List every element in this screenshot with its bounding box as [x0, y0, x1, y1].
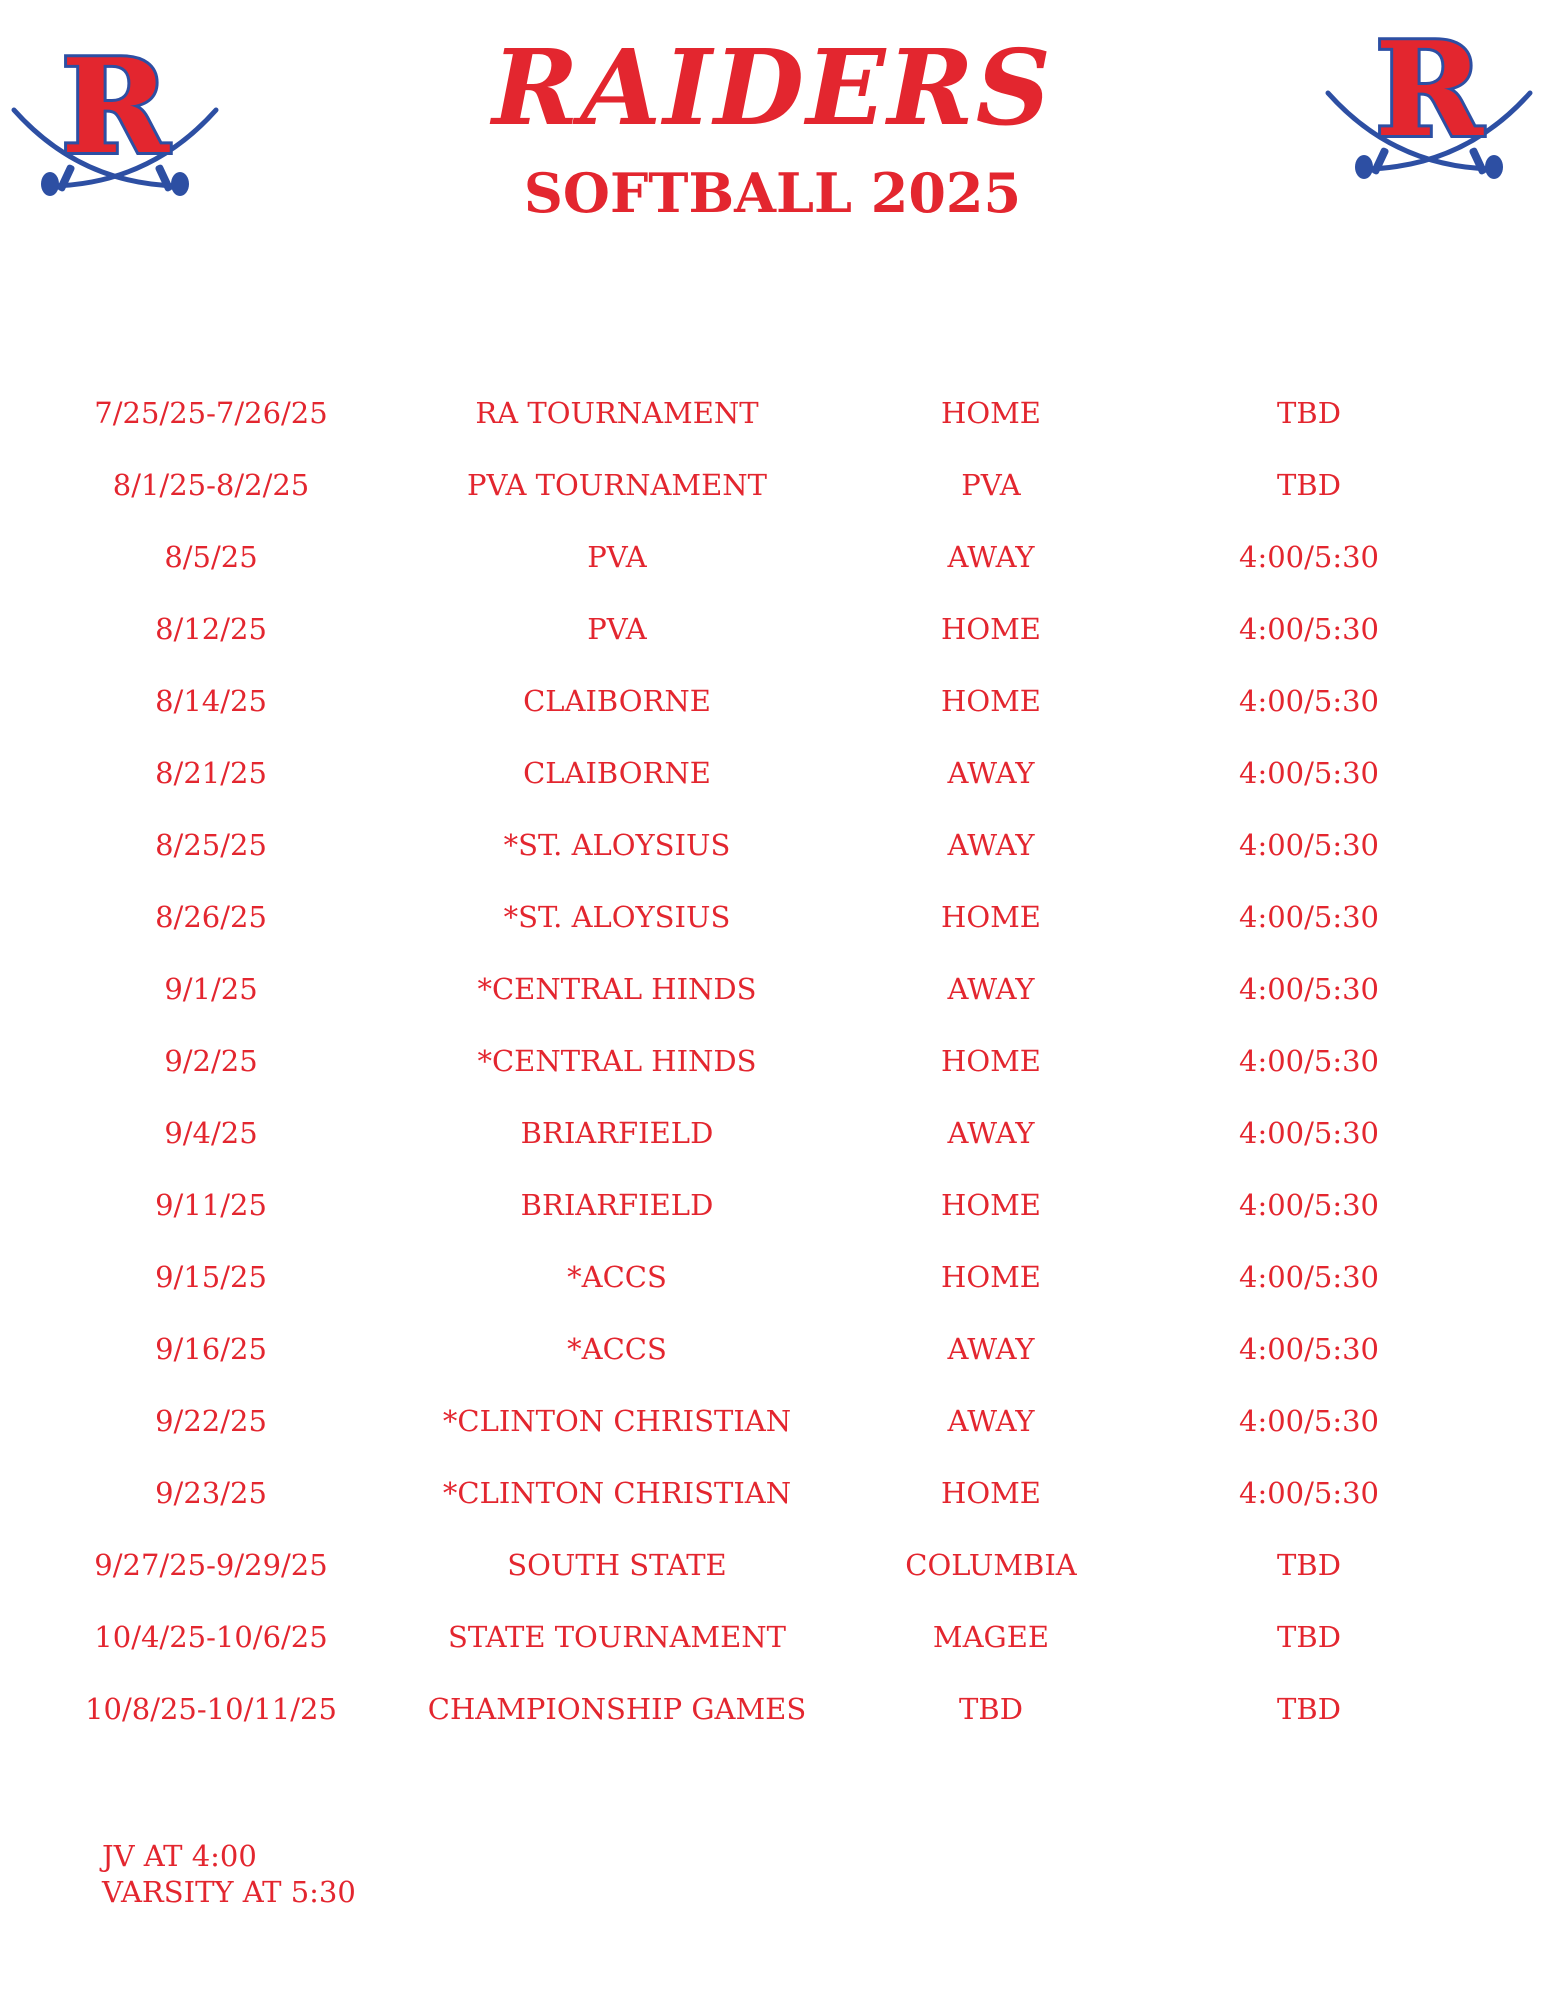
game-date: 9/2/25 — [164, 1044, 258, 1078]
game-date: 8/5/25 — [164, 540, 258, 574]
game-location: AWAY — [947, 1404, 1035, 1438]
game-date: 7/25/25-7/26/25 — [94, 396, 328, 430]
varsity-time-note: VARSITY AT 5:30 — [102, 1875, 356, 1909]
game-location: HOME — [941, 900, 1041, 934]
game-time: 4:00/5:30 — [1238, 1188, 1380, 1222]
schedule-row — [0, 604, 1545, 676]
game-opponent: *CLINTON CHRISTIAN — [442, 1404, 792, 1438]
game-date: 10/8/25-10/11/25 — [85, 1692, 337, 1726]
game-location: HOME — [941, 684, 1041, 718]
game-time: 4:00/5:30 — [1238, 972, 1380, 1006]
page-subtitle: SOFTBALL 2025 — [523, 161, 1022, 225]
game-opponent: PVA — [587, 540, 647, 574]
game-opponent: *ST. ALOYSIUS — [503, 900, 731, 934]
game-date: 9/22/25 — [155, 1404, 267, 1438]
game-opponent: *CENTRAL HINDS — [477, 972, 757, 1006]
schedule-row — [0, 1036, 1545, 1108]
game-date: 9/11/25 — [155, 1188, 267, 1222]
game-location: COLUMBIA — [905, 1548, 1077, 1582]
game-opponent: CLAIBORNE — [523, 684, 711, 718]
game-opponent: CLAIBORNE — [523, 756, 711, 790]
jv-time-note: JV AT 4:00 — [102, 1839, 257, 1873]
game-location: HOME — [941, 612, 1041, 646]
game-opponent: PVA TOURNAMENT — [467, 468, 767, 502]
schedule-row — [0, 748, 1545, 820]
schedule-row — [0, 820, 1545, 892]
game-date: 8/26/25 — [155, 900, 267, 934]
game-opponent: CHAMPIONSHIP GAMES — [427, 1692, 807, 1726]
game-date: 8/14/25 — [155, 684, 267, 718]
game-opponent: RA TOURNAMENT — [475, 396, 759, 430]
game-time: TBD — [1277, 1620, 1341, 1654]
game-date: 8/21/25 — [155, 756, 267, 790]
schedule-row — [0, 388, 1545, 460]
game-opponent: *ST. ALOYSIUS — [503, 828, 731, 862]
game-time: TBD — [1277, 1692, 1341, 1726]
game-location: AWAY — [947, 972, 1035, 1006]
schedule-row — [0, 460, 1545, 532]
game-time: 4:00/5:30 — [1238, 828, 1380, 862]
game-location: AWAY — [947, 1116, 1035, 1150]
game-location: AWAY — [947, 828, 1035, 862]
game-opponent: *ACCS — [567, 1260, 667, 1294]
game-date: 10/4/25-10/6/25 — [94, 1620, 328, 1654]
game-location: MAGEE — [932, 1620, 1050, 1654]
game-date: 8/12/25 — [155, 612, 267, 646]
game-date: 9/4/25 — [164, 1116, 258, 1150]
game-location: TBD — [959, 1692, 1023, 1726]
game-time: 4:00/5:30 — [1238, 1476, 1380, 1510]
schedule-row — [0, 1324, 1545, 1396]
game-time: TBD — [1277, 396, 1341, 430]
game-time: TBD — [1277, 468, 1341, 502]
game-location: AWAY — [947, 540, 1035, 574]
game-time: 4:00/5:30 — [1238, 1116, 1380, 1150]
game-time: TBD — [1277, 1548, 1341, 1582]
game-location: HOME — [941, 1476, 1041, 1510]
schedule-row — [0, 1396, 1545, 1468]
game-opponent: PVA — [587, 612, 647, 646]
game-date: 9/27/25-9/29/25 — [94, 1548, 328, 1582]
game-time: 4:00/5:30 — [1238, 1332, 1380, 1366]
game-date: 8/1/25-8/2/25 — [112, 468, 310, 502]
game-time: 4:00/5:30 — [1238, 1404, 1380, 1438]
schedule-row — [0, 1684, 1545, 1756]
game-opponent: BRIARFIELD — [520, 1116, 714, 1150]
game-location: PVA — [961, 468, 1021, 502]
schedule-row — [0, 1612, 1545, 1684]
game-time: 4:00/5:30 — [1238, 1044, 1380, 1078]
game-time: 4:00/5:30 — [1238, 612, 1380, 646]
game-time: 4:00/5:30 — [1238, 1260, 1380, 1294]
game-location: HOME — [941, 1260, 1041, 1294]
game-opponent: *CLINTON CHRISTIAN — [442, 1476, 792, 1510]
game-time: 4:00/5:30 — [1238, 756, 1380, 790]
game-opponent: *CENTRAL HINDS — [477, 1044, 757, 1078]
game-opponent: STATE TOURNAMENT — [447, 1620, 787, 1654]
schedule-table — [0, 388, 1545, 1756]
schedule-row — [0, 1108, 1545, 1180]
game-date: 9/15/25 — [155, 1260, 267, 1294]
game-location: HOME — [941, 396, 1041, 430]
game-location: AWAY — [947, 1332, 1035, 1366]
schedule-row — [0, 676, 1545, 748]
schedule-row — [0, 1252, 1545, 1324]
game-opponent: BRIARFIELD — [520, 1188, 714, 1222]
logo-letter: R — [60, 34, 170, 183]
game-time: 4:00/5:30 — [1238, 900, 1380, 934]
schedule-row — [0, 892, 1545, 964]
game-opponent: *ACCS — [567, 1332, 667, 1366]
game-date: 9/16/25 — [155, 1332, 267, 1366]
schedule-row — [0, 1180, 1545, 1252]
schedule-row — [0, 964, 1545, 1036]
page-title: RAIDERS — [492, 26, 1053, 149]
game-location: HOME — [941, 1188, 1041, 1222]
schedule-row — [0, 1468, 1545, 1540]
game-time: 4:00/5:30 — [1238, 540, 1380, 574]
schedule-row — [0, 1540, 1545, 1612]
game-location: HOME — [941, 1044, 1041, 1078]
game-opponent: SOUTH STATE — [507, 1548, 727, 1582]
game-date: 9/23/25 — [155, 1476, 267, 1510]
schedule-row — [0, 532, 1545, 604]
game-date: 9/1/25 — [164, 972, 258, 1006]
logo-letter: R — [1374, 25, 1484, 166]
game-time: 4:00/5:30 — [1238, 684, 1380, 718]
game-date: 8/25/25 — [155, 828, 267, 862]
game-location: AWAY — [947, 756, 1035, 790]
